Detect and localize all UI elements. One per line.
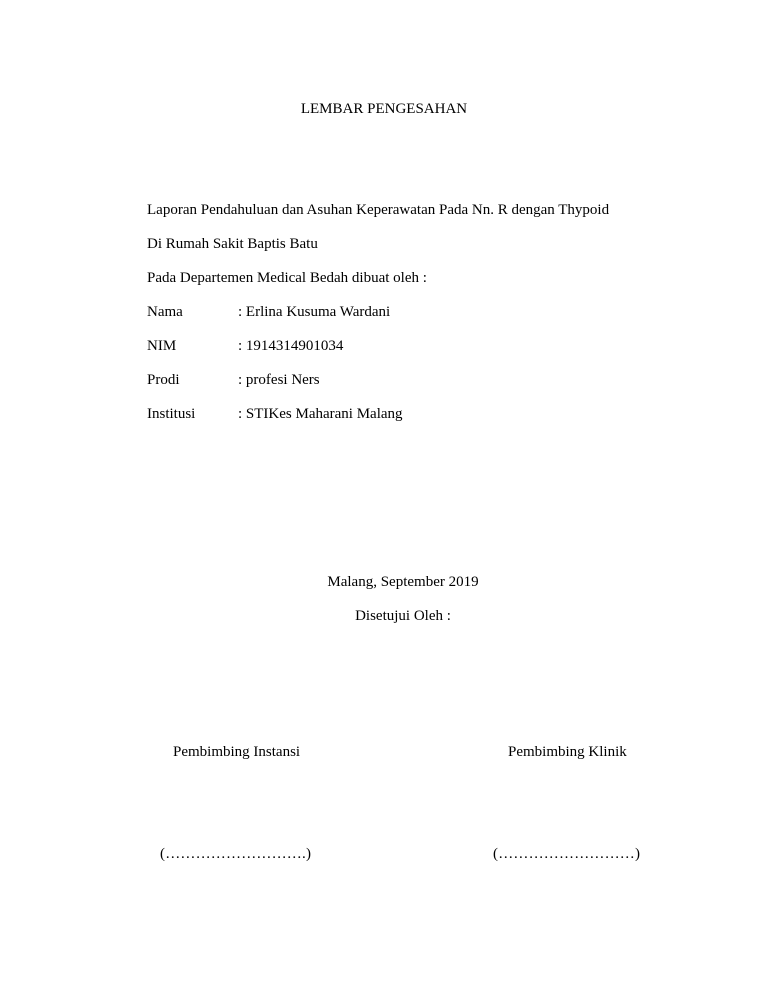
field-label-prodi: Prodi bbox=[147, 372, 180, 388]
signature-title-instansi: Pembimbing Instansi bbox=[173, 744, 301, 760]
field-label-nama: Nama bbox=[147, 304, 183, 320]
intro-line-report-title: Laporan Pendahuluan dan Asuhan Keperawatan Pada Nn. R dengan Thypoid bbox=[147, 202, 610, 218]
place-date: Malang, September 2019 bbox=[327, 574, 479, 590]
document-title: LEMBAR PENGESAHAN bbox=[300, 101, 468, 117]
signature-line-klinik: (………………………) bbox=[493, 846, 641, 862]
field-label-institusi: Institusi bbox=[147, 406, 196, 422]
field-value-prodi: : profesi Ners bbox=[238, 372, 320, 388]
field-value-nama: : Erlina Kusuma Wardani bbox=[238, 304, 391, 320]
intro-line-location: Di Rumah Sakit Baptis Batu bbox=[147, 236, 318, 252]
signature-title-klinik: Pembimbing Klinik bbox=[508, 744, 627, 760]
field-value-institusi: : STIKes Maharani Malang bbox=[238, 406, 403, 422]
signature-line-instansi: (……………………….) bbox=[160, 846, 312, 862]
intro-line-department: Pada Departemen Medical Bedah dibuat oleh : bbox=[147, 270, 427, 286]
approved-by-label: Disetujui Oleh : bbox=[355, 608, 451, 624]
field-value-nim: : 1914314901034 bbox=[238, 338, 344, 354]
field-label-nim: NIM bbox=[147, 338, 177, 354]
